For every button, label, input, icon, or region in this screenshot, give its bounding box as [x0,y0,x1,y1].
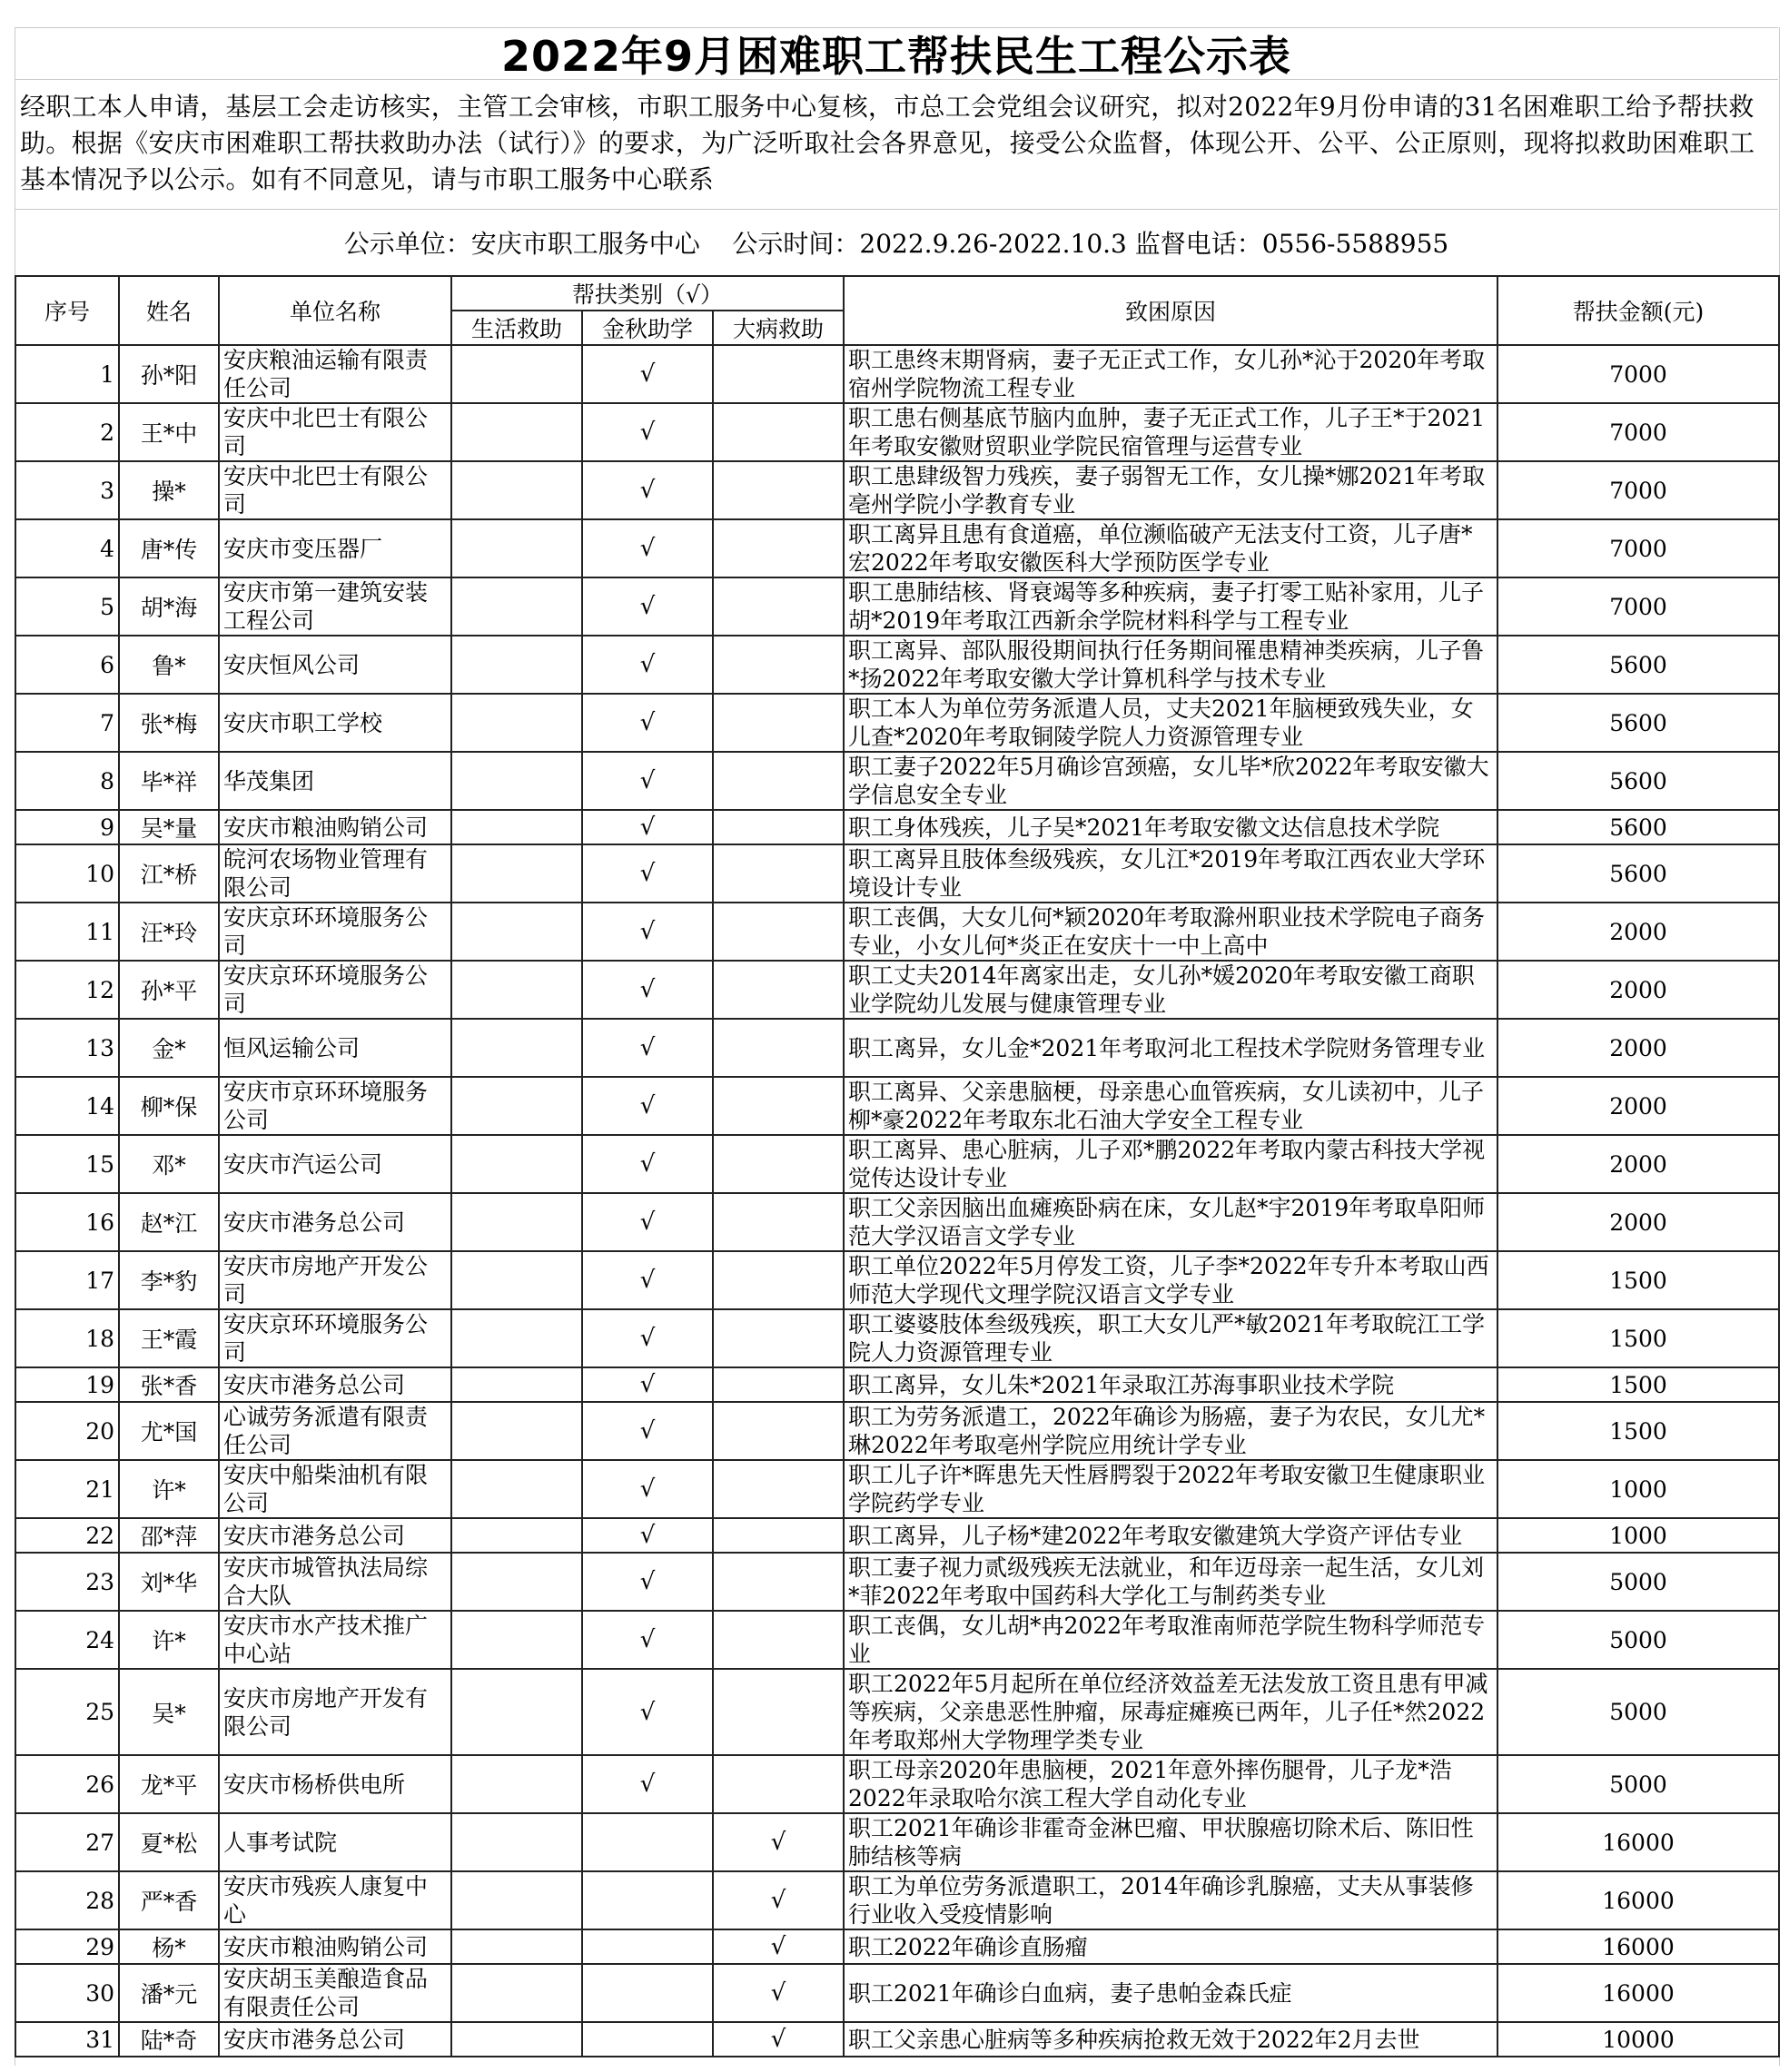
cell-amount: 7000 [1497,461,1779,519]
cell-education [582,1813,713,1871]
table-row [15,1019,1779,1077]
cell-illness [713,1669,844,1755]
cell-reason: 职工为劳务派遣工，2022年确诊为肠癌，妻子为农民，女儿尤*琳2022年考取亳州学院应用统计学专业 [844,1402,1497,1460]
cell-index: 31 [15,2022,119,2057]
cell-education: √ [582,1553,713,1611]
table-row [15,903,1779,961]
header-row-1 [15,276,1779,311]
cell-reason: 职工2022年确诊直肠瘤 [844,1929,1497,1964]
cell-living [451,577,582,636]
cell-reason: 职工患肺结核、肾衰竭等多种疾病，妻子打零工贴补家用，儿子胡*2019年考取江西新余学院材料科学与工程专业 [844,577,1497,636]
cell-amount: 7000 [1497,519,1779,577]
cell-education: √ [582,636,713,694]
cell-reason: 职工婆婆肢体叁级残疾，职工大女儿严*敏2021年考取皖江工学院人力资源管理专业 [844,1309,1497,1367]
cell-unit: 安庆市港务总公司 [219,2022,451,2057]
cell-name: 汪*玲 [119,903,219,961]
cell-amount: 5600 [1497,694,1779,752]
cell-illness [713,1309,844,1367]
cell-education: √ [582,844,713,903]
cell-unit: 安庆市粮油购销公司 [219,1929,451,1964]
cell-living [451,1611,582,1669]
cell-education: √ [582,961,713,1019]
cell-illness [713,461,844,519]
table-row [15,961,1779,1019]
cell-index: 4 [15,519,119,577]
cell-amount: 2000 [1497,903,1779,961]
cell-name: 许* [119,1611,219,1669]
cell-living [451,694,582,752]
cell-name: 吴*量 [119,810,219,844]
cell-amount: 2000 [1497,1019,1779,1077]
cell-name: 尤*国 [119,1402,219,1460]
table-row [15,403,1779,461]
cell-education: √ [582,1193,713,1251]
cell-amount: 2000 [1497,1135,1779,1193]
cell-living [451,636,582,694]
cell-name: 陆*奇 [119,2022,219,2057]
cell-reason: 职工离异且患有食道癌，单位濒临破产无法支付工资，儿子唐*宏2022年考取安徽医科大学预防医学专业 [844,519,1497,577]
cell-unit: 安庆中船柴油机有限公司 [219,1460,451,1518]
cell-index: 14 [15,1077,119,1135]
table-row [15,1553,1779,1611]
cell-reason: 职工离异，女儿朱*2021年录取江苏海事职业技术学院 [844,1367,1497,1402]
cell-reason: 职工单位2022年5月停发工资，儿子李*2022年专升本考取山西师范大学现代文理学院汉语言文学专业 [844,1251,1497,1309]
table-row [15,519,1779,577]
cell-illness: √ [713,1929,844,1964]
cell-illness: √ [713,1964,844,2022]
cell-education: √ [582,1135,713,1193]
cell-illness [713,636,844,694]
cell-unit: 心诚劳务派遣有限责任公司 [219,1402,451,1460]
cell-name: 吴* [119,1669,219,1755]
cell-reason: 职工身体残疾，儿子吴*2021年考取安徽文达信息技术学院 [844,810,1497,844]
cell-illness [713,1251,844,1309]
cell-living [451,752,582,810]
cell-name: 夏*松 [119,1813,219,1871]
cell-education [582,1964,713,2022]
cell-reason: 职工儿子许*晖患先天性唇腭裂于2022年考取安徽卫生健康职业学院药学专业 [844,1460,1497,1518]
table-row [15,1367,1779,1402]
cell-index: 8 [15,752,119,810]
table-row [15,1135,1779,1193]
cell-name: 许* [119,1460,219,1518]
cell-index: 10 [15,844,119,903]
cell-illness: √ [713,2022,844,2057]
cell-name: 刘*华 [119,1553,219,1611]
cell-name: 孙*平 [119,961,219,1019]
cell-living [451,903,582,961]
cell-education: √ [582,1669,713,1755]
notice-phone: 监督电话：0556-5588955 [1134,229,1449,259]
cell-amount: 5000 [1497,1553,1779,1611]
header-illness: 大病救助 [713,311,844,345]
cell-reason: 职工离异、患心脏病，儿子邓*鹏2022年考取内蒙古科技大学视觉传达设计专业 [844,1135,1497,1193]
cell-unit: 安庆京环环境服务公司 [219,961,451,1019]
table-row [15,1964,1779,2022]
cell-reason: 职工离异且肢体叁级残疾，女儿江*2019年考取江西农业大学环境设计专业 [844,844,1497,903]
cell-living [451,1669,582,1755]
cell-education: √ [582,577,713,636]
cell-education: √ [582,694,713,752]
cell-education: √ [582,461,713,519]
cell-illness [713,903,844,961]
cell-reason: 职工离异、部队服役期间执行任务期间罹患精神类疾病，儿子鲁*扬2022年考取安徽大学计算机科学与技术专业 [844,636,1497,694]
cell-index: 20 [15,1402,119,1460]
table-row [15,1871,1779,1929]
cell-illness [713,1135,844,1193]
cell-unit: 安庆市职工学校 [219,694,451,752]
cell-name: 龙*平 [119,1755,219,1813]
cell-amount: 1000 [1497,1518,1779,1553]
cell-name: 张*梅 [119,694,219,752]
cell-unit: 安庆京环环境服务公司 [219,903,451,961]
header-living: 生活救助 [451,311,582,345]
cell-unit: 安庆市房地产开发有限公司 [219,1669,451,1755]
cell-name: 杨* [119,1929,219,1964]
cell-index: 17 [15,1251,119,1309]
cell-index: 5 [15,577,119,636]
cell-name: 赵*江 [119,1193,219,1251]
cell-amount: 5600 [1497,752,1779,810]
cell-reason: 职工丈夫2014年离家出走，女儿孙*媛2020年考取安徽工商职业学院幼儿发展与健康管理专业 [844,961,1497,1019]
cell-living [451,461,582,519]
cell-unit: 安庆市京环环境服务公司 [219,1077,451,1135]
cell-amount: 1500 [1497,1402,1779,1460]
cell-living [451,2022,582,2057]
cell-education: √ [582,1309,713,1367]
cell-index: 13 [15,1019,119,1077]
cell-reason: 职工2021年确诊非霍奇金淋巴瘤、甲状腺癌切除术后、陈旧性肺结核等病 [844,1813,1497,1871]
cell-living [451,1964,582,2022]
cell-reason: 职工妻子视力贰级残疾无法就业，和年迈母亲一起生活，女儿刘*菲2022年考取中国药科大学化工与制药类专业 [844,1553,1497,1611]
cell-amount: 1500 [1497,1309,1779,1367]
cell-index: 27 [15,1813,119,1871]
cell-education: √ [582,1251,713,1309]
cell-education [582,1929,713,1964]
cell-index: 12 [15,961,119,1019]
cell-education: √ [582,1367,713,1402]
cell-education: √ [582,1077,713,1135]
cell-index: 25 [15,1669,119,1755]
cell-illness [713,1553,844,1611]
cell-unit: 安庆市城管执法局综合大队 [219,1553,451,1611]
cell-education: √ [582,1019,713,1077]
header-category: 帮扶类别（√） [451,276,844,311]
cell-unit: 安庆中北巴士有限公司 [219,403,451,461]
cell-unit: 安庆胡玉美酿造食品有限责任公司 [219,1964,451,2022]
cell-living [451,1755,582,1813]
cell-living [451,961,582,1019]
cell-index: 6 [15,636,119,694]
cell-living [451,844,582,903]
table-row [15,1611,1779,1669]
cell-index: 26 [15,1755,119,1813]
cell-amount: 2000 [1497,1193,1779,1251]
cell-illness [713,961,844,1019]
cell-living [451,1813,582,1871]
cell-index: 21 [15,1460,119,1518]
table-row [15,577,1779,636]
cell-unit: 安庆市水产技术推广中心站 [219,1611,451,1669]
header-reason: 致困原因 [844,276,1497,345]
cell-name: 李*豹 [119,1251,219,1309]
cell-illness [713,844,844,903]
cell-reason: 职工父亲患心脏病等多种疾病抢救无效于2022年2月去世 [844,2022,1497,2057]
cell-education: √ [582,1402,713,1460]
notice-unit: 公示单位：安庆市职工服务中心 [343,229,700,259]
header-amount: 帮扶金额(元) [1497,276,1779,345]
cell-unit: 安庆京环环境服务公司 [219,1309,451,1367]
cell-reason: 职工本人为单位劳务派遣人员，丈夫2021年脑梗致残失业，女儿查*2020年考取铜陵学院人力资源管理专业 [844,694,1497,752]
cell-reason: 职工患右侧基底节脑内血肿，妻子无正式工作，儿子王*于2021年考取安徽财贸职业学院民宿管理与运营专业 [844,403,1497,461]
cell-reason: 职工患肆级智力残疾，妻子弱智无工作，女儿操*娜2021年考取亳州学院小学教育专业 [844,461,1497,519]
cell-unit: 皖河农场物业管理有限公司 [219,844,451,903]
cell-illness [713,1611,844,1669]
cell-name: 张*香 [119,1367,219,1402]
cell-living [451,1309,582,1367]
table-row [15,636,1779,694]
cell-living [451,1460,582,1518]
cell-reason: 职工离异、父亲患脑梗，母亲患心血管疾病，女儿读初中，儿子柳*豪2022年考取东北石油大学安全工程专业 [844,1077,1497,1135]
cell-name: 鲁* [119,636,219,694]
cell-index: 30 [15,1964,119,2022]
cell-index: 2 [15,403,119,461]
header-unit: 单位名称 [219,276,451,345]
cell-unit: 人事考试院 [219,1813,451,1871]
table-row [15,2022,1779,2057]
table-row [15,1193,1779,1251]
cell-amount: 5000 [1497,1669,1779,1755]
cell-education: √ [582,810,713,844]
cell-name: 操* [119,461,219,519]
cell-index: 18 [15,1309,119,1367]
cell-reason: 职工丧偶，大女儿何*颖2020年考取滁州职业技术学院电子商务专业，小女儿何*炎正在安庆十一中上高中 [844,903,1497,961]
cell-illness [713,1019,844,1077]
cell-unit: 安庆市港务总公司 [219,1367,451,1402]
cell-reason: 职工患终末期肾病，妻子无正式工作，女儿孙*沁于2020年考取宿州学院物流工程专业 [844,345,1497,403]
table-row [15,810,1779,844]
cell-illness [713,519,844,577]
cell-index: 24 [15,1611,119,1669]
table-row [15,461,1779,519]
cell-unit: 安庆市第一建筑安装工程公司 [219,577,451,636]
cell-amount: 5000 [1497,1611,1779,1669]
cell-amount: 5600 [1497,636,1779,694]
cell-reason: 职工离异，儿子杨*建2022年考取安徽建筑大学资产评估专业 [844,1518,1497,1553]
cell-education [582,1871,713,1929]
cell-education: √ [582,1518,713,1553]
cell-illness [713,1755,844,1813]
cell-living [451,810,582,844]
cell-living [451,1135,582,1193]
cell-name: 唐*传 [119,519,219,577]
table-row [15,1929,1779,1964]
table-row [15,1402,1779,1460]
cell-education: √ [582,1755,713,1813]
relief-table [15,275,1780,2057]
cell-living [451,1518,582,1553]
cell-living [451,1251,582,1309]
cell-illness [713,345,844,403]
cell-illness [713,577,844,636]
cell-education: √ [582,345,713,403]
cell-index: 7 [15,694,119,752]
cell-reason: 职工2022年5月起所在单位经济效益差无法发放工资且患有甲减等疾病，父亲患恶性肿瘤，尿毒症瘫痪已两年，儿子任*然2022年考取郑州大学物理学类专业 [844,1669,1497,1755]
cell-name: 毕*祥 [119,752,219,810]
cell-amount: 1000 [1497,1460,1779,1518]
cell-amount: 2000 [1497,1077,1779,1135]
cell-index: 1 [15,345,119,403]
cell-education: √ [582,403,713,461]
table-row [15,1460,1779,1518]
table-row [15,1309,1779,1367]
cell-amount: 10000 [1497,2022,1779,2057]
cell-amount: 5600 [1497,810,1779,844]
cell-name: 金* [119,1019,219,1077]
intro-paragraph: 经职工本人申请，基层工会走访核实，主管工会审核，市职工服务中心复核，市总工会党组会议研究，拟对2022年9月份申请的31名困难职工给予帮扶救助。根据《安庆市困难职工帮扶救助办法（试行）》的要求，为广泛听取社会各界意见，接受公众监督，体现公开、公平、公正原则，现将拟救助困难职工基本情况予以公示。如有不同意见，请与市职工服务中心联系 [20,92,1755,194]
cell-amount: 16000 [1497,1929,1779,1964]
cell-name: 严*香 [119,1871,219,1929]
cell-education: √ [582,903,713,961]
cell-living [451,1871,582,1929]
cell-amount: 7000 [1497,345,1779,403]
header-education: 金秋助学 [582,311,713,345]
cell-name: 江*桥 [119,844,219,903]
cell-illness [713,1518,844,1553]
cell-name: 邓* [119,1135,219,1193]
cell-index: 29 [15,1929,119,1964]
cell-amount: 2000 [1497,961,1779,1019]
cell-unit: 恒风运输公司 [219,1019,451,1077]
page-title: 2022年9月困难职工帮扶民生工程公示表 [15,27,1778,80]
cell-living [451,1077,582,1135]
cell-name: 潘*元 [119,1964,219,2022]
cell-living [451,519,582,577]
cell-index: 28 [15,1871,119,1929]
table-row [15,752,1779,810]
cell-living [451,403,582,461]
cell-reason: 职工2021年确诊白血病，妻子患帕金森氏症 [844,1964,1497,2022]
table-row [15,694,1779,752]
cell-living [451,1929,582,1964]
table-row [15,1077,1779,1135]
cell-unit: 安庆市港务总公司 [219,1518,451,1553]
cell-reason: 职工妻子2022年5月确诊宫颈癌，女儿毕*欣2022年考取安徽大学信息安全专业 [844,752,1497,810]
cell-living [451,1367,582,1402]
cell-unit: 安庆市杨桥供电所 [219,1755,451,1813]
cell-amount: 5600 [1497,844,1779,903]
table-row [15,1813,1779,1871]
cell-reason: 职工父亲因脑出血瘫痪卧病在床，女儿赵*宇2019年考取阜阳师范大学汉语言文学专业 [844,1193,1497,1251]
cell-amount: 7000 [1497,577,1779,636]
cell-reason: 职工为单位劳务派遣职工，2014年确诊乳腺癌，丈夫从事装修行业收入受疫情影响 [844,1871,1497,1929]
cell-reason: 职工离异，女儿金*2021年考取河北工程技术学院财务管理专业 [844,1019,1497,1077]
cell-unit: 华茂集团 [219,752,451,810]
cell-amount: 1500 [1497,1367,1779,1402]
table-row [15,1251,1779,1309]
cell-living [451,345,582,403]
cell-amount: 16000 [1497,1964,1779,2022]
cell-index: 3 [15,461,119,519]
cell-amount: 16000 [1497,1813,1779,1871]
cell-unit: 安庆市变压器厂 [219,519,451,577]
table-row [15,1669,1779,1755]
cell-name: 王*中 [119,403,219,461]
cell-unit: 安庆市粮油购销公司 [219,810,451,844]
cell-illness [713,1460,844,1518]
table-row [15,345,1779,403]
cell-index: 11 [15,903,119,961]
notice-time: 公示时间：2022.9.26-2022.10.3 [732,229,1127,259]
cell-illness [713,694,844,752]
cell-index: 23 [15,1553,119,1611]
cell-living [451,1402,582,1460]
cell-illness [713,752,844,810]
cell-name: 胡*海 [119,577,219,636]
cell-unit: 安庆市港务总公司 [219,1193,451,1251]
cell-reason: 职工丧偶，女儿胡*冉2022年考取淮南师范学院生物科学师范专业 [844,1611,1497,1669]
cell-illness: √ [713,1813,844,1871]
table-body [15,345,1779,2057]
table-row [15,844,1779,903]
cell-index: 9 [15,810,119,844]
cell-unit: 安庆中北巴士有限公司 [219,461,451,519]
cell-illness [713,403,844,461]
table-row [15,1518,1779,1553]
cell-unit: 安庆恒风公司 [219,636,451,694]
cell-unit: 安庆市房地产开发公司 [219,1251,451,1309]
cell-amount: 7000 [1497,403,1779,461]
cell-illness [713,1402,844,1460]
cell-living [451,1193,582,1251]
cell-amount: 16000 [1497,1871,1779,1929]
cell-name: 邵*萍 [119,1518,219,1553]
cell-index: 22 [15,1518,119,1553]
header-index: 序号 [15,276,119,345]
cell-education: √ [582,752,713,810]
cell-index: 19 [15,1367,119,1402]
cell-illness [713,1077,844,1135]
cell-index: 16 [15,1193,119,1251]
cell-illness [713,1193,844,1251]
cell-education [582,2022,713,2057]
cell-illness: √ [713,1871,844,1929]
cell-education: √ [582,1611,713,1669]
cell-name: 王*霞 [119,1309,219,1367]
table-row [15,1755,1779,1813]
cell-living [451,1553,582,1611]
cell-reason: 职工母亲2020年患脑梗，2021年意外摔伤腿骨，儿子龙*浩2022年录取哈尔滨工程大学自动化专业 [844,1755,1497,1813]
cell-amount: 1500 [1497,1251,1779,1309]
notice-line [15,209,1778,276]
cell-unit: 安庆粮油运输有限责任公司 [219,345,451,403]
header-name: 姓名 [119,276,219,345]
cell-education: √ [582,519,713,577]
cell-amount: 5000 [1497,1755,1779,1813]
cell-illness [713,810,844,844]
cell-name: 柳*保 [119,1077,219,1135]
cell-unit: 安庆市残疾人康复中心 [219,1871,451,1929]
cell-name: 孙*阳 [119,345,219,403]
cell-illness [713,1367,844,1402]
cell-index: 15 [15,1135,119,1193]
cell-living [451,1019,582,1077]
cell-unit: 安庆市汽运公司 [219,1135,451,1193]
cell-education: √ [582,1460,713,1518]
